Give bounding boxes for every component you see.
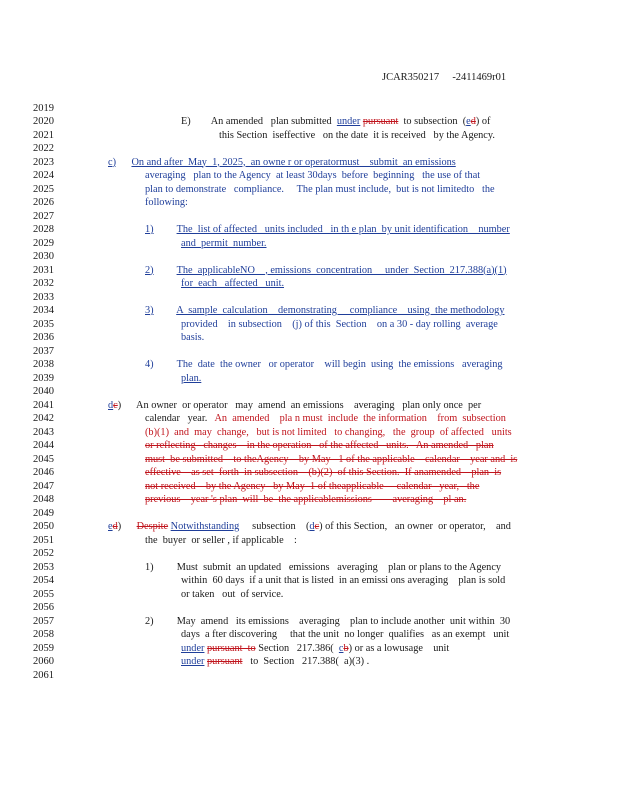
- inserted-text: The applicableNO , emissions concentration under Section 217.388(a)(1): [176, 264, 507, 276]
- text-run: An amended plan submitted: [190, 116, 337, 127]
- inserted-text: plan.: [181, 372, 202, 384]
- deleted-text: pursuant: [362, 116, 399, 127]
- line-number: 2044: [33, 440, 54, 451]
- deleted-text: Despite: [136, 521, 169, 532]
- text-run: [154, 224, 177, 235]
- text-line: [145, 493, 466, 507]
- text-line: [181, 372, 201, 386]
- text-run: within 60 days if a unit that is listed in an emissi ons averaging plan is sold: [181, 575, 506, 586]
- inserted-text: On and after May 1, 2025, an owne r or operatormust submit an emissions: [131, 156, 456, 168]
- deleted-text: or reflecting changes in the operation of the affected units. An amended plan: [145, 440, 494, 451]
- inserted-text: under: [336, 116, 361, 127]
- line-number: 2030: [33, 251, 54, 262]
- text-line: [181, 655, 369, 669]
- line-number: 2031: [33, 264, 54, 276]
- text-line: [181, 642, 449, 656]
- text-line: [145, 358, 503, 372]
- line-number: 2037: [33, 345, 54, 357]
- line-number: 2028: [33, 224, 54, 235]
- line-number: 2043: [33, 426, 54, 438]
- text-run: Section 217.386(: [255, 642, 339, 654]
- line-number: 2041: [33, 399, 54, 411]
- line-number: 2023: [33, 156, 54, 168]
- text-run: subsection (: [239, 521, 310, 532]
- text-run: calendar year.: [145, 413, 215, 424]
- line-number: 2055: [33, 588, 54, 600]
- line-number: 2050: [33, 521, 54, 532]
- line-number: 2054: [33, 575, 54, 586]
- text-run: An amended pla n must include the information from subsection: [214, 413, 506, 424]
- text-run: days a fter discovering that the unit no longer qualifies as an exempt unit: [181, 629, 510, 640]
- text-run: following:: [145, 197, 188, 208]
- text-line: [145, 169, 480, 183]
- deleted-text: not received by the Agency by May 1 of theapplicable calendar year, the: [145, 480, 480, 492]
- line-number: 2025: [33, 183, 54, 195]
- text-run: [154, 265, 177, 276]
- document-version: -2411469r01: [452, 72, 507, 83]
- line-number: 2048: [33, 494, 54, 505]
- text-run: ) of: [475, 116, 491, 127]
- text-line: [145, 439, 494, 453]
- inserted-text: d: [108, 399, 114, 411]
- text-run: ) of this Section, an owner or operator, and: [319, 521, 511, 532]
- inserted-text: c): [108, 156, 116, 168]
- text-line: [145, 264, 507, 278]
- inserted-text: The list of affected units included in th e plan by unit identification number: [176, 224, 510, 235]
- text-line: [108, 399, 481, 413]
- line-number: 2029: [33, 237, 54, 249]
- deleted-text: must be submitted to theAgency by May 1 of the applicable calendar year and is: [145, 453, 518, 465]
- line-number: 2053: [33, 561, 54, 573]
- inserted-text: c: [338, 642, 344, 654]
- text-line: [145, 466, 501, 480]
- text-line: [108, 520, 511, 534]
- text-line: [181, 237, 267, 251]
- text-run: to subsection (: [398, 116, 467, 127]
- text-line: [145, 223, 510, 237]
- line-number: 2052: [33, 548, 54, 559]
- text-run: the buyer or seller , if applicable :: [145, 534, 297, 546]
- text-line: [145, 453, 517, 467]
- document-id: JCAR350217: [382, 72, 440, 83]
- line-number: 2022: [33, 143, 54, 154]
- text-line: [145, 426, 512, 440]
- text-run: (b)(1) and may change, but is not limited to changing, the group of affected units: [145, 426, 512, 438]
- line-number: 2045: [33, 453, 54, 465]
- line-number: 2061: [33, 669, 54, 681]
- text-run: ) An owner or operator may amend an emissions averaging plan only once per: [117, 399, 482, 411]
- line-number: 2032: [33, 278, 54, 289]
- text-run: [116, 157, 131, 168]
- text-run: [154, 359, 177, 370]
- line-number: 2039: [33, 372, 54, 384]
- text-run: E): [181, 116, 191, 127]
- text-run: provided in subsection (j) of this Section on a 30 - day rolling average: [181, 318, 498, 330]
- deleted-text: d: [470, 116, 476, 127]
- text-line: [181, 318, 498, 332]
- text-line: [181, 331, 204, 345]
- line-number: 2026: [33, 197, 54, 208]
- text-line: [108, 156, 456, 170]
- text-run: The date the owner or operator will begin using the emissions averaging: [176, 359, 503, 370]
- text-line: [219, 129, 495, 143]
- deleted-text: effective as set forth in subsection (b)(2) of this Section. If anamended plan is: [145, 467, 502, 478]
- text-line: [181, 588, 283, 602]
- document-header: [382, 72, 506, 83]
- text-line: [181, 115, 490, 129]
- inserted-text: e: [108, 521, 113, 532]
- line-number: 2059: [33, 642, 54, 654]
- text-run: ): [117, 521, 137, 532]
- text-run: ) or as a lowusage unit: [348, 642, 450, 654]
- inserted-text: 2): [145, 264, 154, 276]
- line-number: 2049: [33, 507, 54, 519]
- inserted-text: under: [181, 642, 205, 654]
- inserted-text: for each affected unit.: [181, 278, 285, 289]
- line-number: 2046: [33, 467, 54, 478]
- text-line: [181, 628, 509, 642]
- text-run: to Section 217.388( a)(3) .: [242, 656, 370, 667]
- line-number: 2035: [33, 318, 54, 330]
- line-number: 2033: [33, 291, 54, 303]
- text-run: 4): [145, 359, 154, 370]
- text-run: 2) May amend its emissions averaging plan to include another unit within 30: [145, 615, 511, 627]
- inserted-text: under: [181, 656, 205, 667]
- line-number: 2058: [33, 629, 54, 640]
- inserted-text: 1): [145, 224, 154, 235]
- deleted-text: c: [314, 521, 320, 532]
- text-run: basis.: [181, 332, 205, 343]
- text-line: [145, 196, 188, 210]
- line-number: 2040: [33, 386, 54, 397]
- line-number: 2024: [33, 170, 54, 181]
- line-number: 2042: [33, 413, 54, 424]
- text-run: or taken out of service.: [181, 588, 284, 600]
- line-number: 2060: [33, 656, 54, 667]
- line-number: 2021: [33, 129, 54, 141]
- line-number: 2038: [33, 359, 54, 370]
- inserted-text: e: [466, 116, 471, 127]
- text-line: [145, 534, 297, 548]
- text-run: averaging plan to the Agency at least 30days before beginning the use of that: [145, 170, 481, 181]
- text-line: [181, 574, 505, 588]
- text-line: [181, 277, 284, 291]
- inserted-text: and permit number.: [181, 237, 267, 249]
- text-run: [154, 305, 177, 316]
- deleted-text: pursuant to: [207, 642, 256, 654]
- line-number: 2047: [33, 480, 54, 492]
- inserted-text: d: [309, 521, 315, 532]
- text-line: [145, 183, 495, 197]
- line-number: 2020: [33, 116, 54, 127]
- inserted-text: 3): [145, 305, 154, 316]
- text-line: [145, 412, 506, 426]
- inserted-text: Notwithstanding: [170, 521, 240, 532]
- text-line: [145, 304, 504, 318]
- deleted-text: pursuant: [207, 656, 243, 667]
- text-line: [145, 480, 479, 494]
- line-number: 2036: [33, 332, 54, 343]
- deleted-text: previous year 's plan will be the applicablemissions averaging pl an.: [145, 494, 467, 505]
- line-number: 2051: [33, 534, 54, 546]
- text-run: plan to demonstrate compliance. The plan must include, but is not limitedto the: [145, 183, 495, 195]
- line-number: 2019: [33, 102, 54, 114]
- text-line: [145, 615, 510, 629]
- deleted-text: b: [343, 642, 349, 654]
- line-number: 2056: [33, 602, 54, 613]
- deleted-text: c: [113, 399, 118, 411]
- line-number: 2034: [33, 305, 54, 316]
- text-run: this Section iseffective on the date it is received by the Agency.: [219, 129, 495, 141]
- text-run: 1) Must submit an updated emissions averaging plan or plans to the Agency: [145, 561, 502, 573]
- inserted-text: A sample calculation demonstrating compliance using the methodology: [176, 305, 505, 316]
- line-number: 2057: [33, 615, 54, 627]
- text-line: [145, 561, 501, 575]
- line-number: 2027: [33, 210, 54, 222]
- deleted-text: d: [112, 521, 118, 532]
